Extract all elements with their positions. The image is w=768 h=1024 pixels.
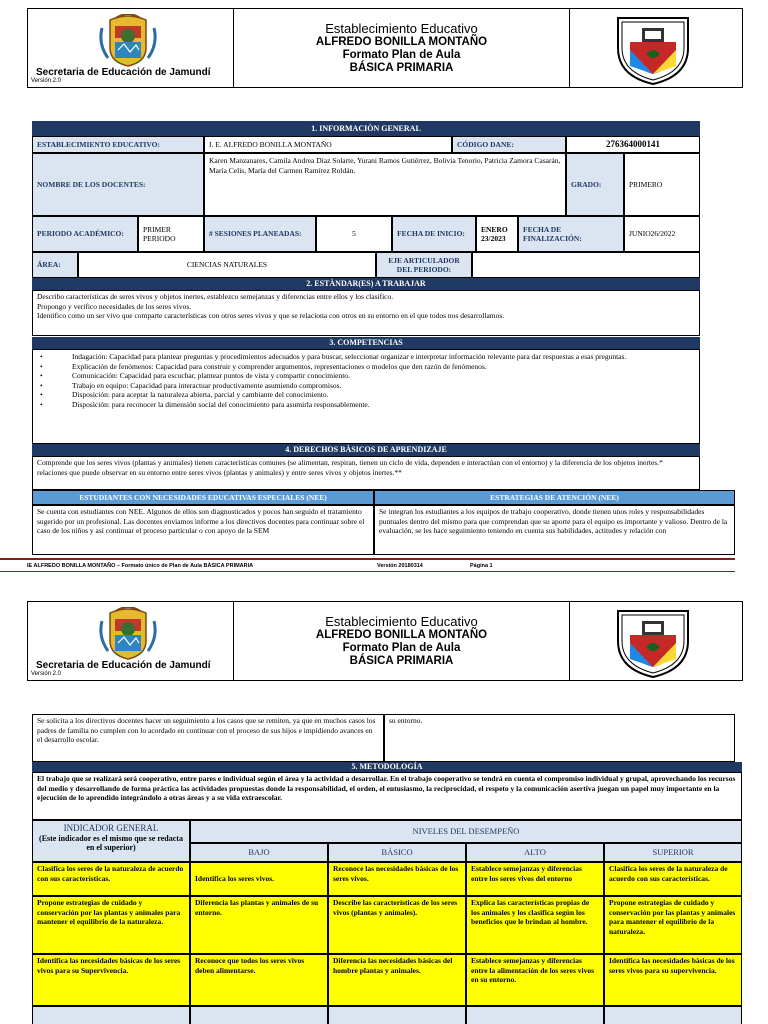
level-basico: BÁSICO	[328, 843, 466, 862]
desempeno-cell: Identifica las necesidades básicas de los seres vivos para su supervivencia.	[604, 954, 742, 1006]
footer-left: IE ALFREDO BONILLA MONTAÑO – Formato único de Plan de Aula BÀSICA PRIMARIA	[27, 563, 254, 569]
indicador-note: (Este indicador es el mismo que se redacta en el superior)	[39, 833, 183, 852]
competencias-box	[32, 349, 700, 444]
fin-label: FECHA DE FINALIZACIÓN:	[518, 216, 624, 252]
nee-right-continuation: su entorno.	[384, 714, 735, 762]
school-shield-icon	[612, 14, 694, 86]
grado-label: GRADO:	[566, 153, 624, 216]
section-dba-title: 4. DERECHOS BÀSICOS DE APRENDIZAJE	[32, 444, 700, 456]
header-title: Establecimiento Educativo	[325, 21, 478, 36]
docentes-label: NOMBRE DE LOS DOCENTES:	[32, 153, 204, 216]
estandar-line-1: Describo características de seres vivos y objetos inertes, establezco semejanzas y diferencias entre ellos y los clasifico.	[37, 292, 394, 301]
header-school: ALFREDO BONILLA MONTAÑO	[315, 36, 488, 48]
nee-right-title: ESTRATEGIAS DE ATENCIÓN (NEE)	[374, 490, 735, 505]
municipal-coat-of-arms-icon	[98, 14, 158, 68]
area-label: ÁREA:	[32, 252, 78, 278]
header-right-cell	[570, 602, 742, 680]
desempeno-cell: Clasifica los seres de la naturaleza de acuerdo con sus características.	[32, 862, 190, 896]
estandar-line-2: Propongo y verifico necesidades de los seres vivos.	[37, 301, 192, 311]
header-school: ALFREDO BONILLA MONTAÑO	[315, 629, 488, 641]
footer-version: Versión 20180314	[377, 563, 423, 569]
inicio-label: FECHA DE INICIO:	[392, 216, 476, 252]
fin-value: JUNIO26/2022	[624, 216, 700, 252]
sesiones-label: # SESIONES PLANEADAS:	[204, 216, 316, 252]
metodologia-text: El trabajo que se realizará será cooperativo, entre pares e individual según el área y la actividad a desarrollar. En el trabajo cooperativo se tendrá en cuenta el compromiso individual y grupal, aprovechando los recursos del medio y desarrollando de forma práctica las actividades propuestas donde la responsabilidad, el orden, el entusiasmo, la reciprocidad, el respeto y la comunicación asertiva juegan un papel muy importante en la ejecución de lo aprendido integrándolo a otras áreas y a su vida extraescolar.	[32, 772, 742, 820]
desempeno-cell: Describe las características de los seres vivos (plantas y animales).	[328, 896, 466, 954]
desempeno-cell	[190, 1006, 328, 1024]
school-shield-icon	[612, 607, 694, 679]
section-estandar-title: 2. ESTÀNDAR(ES) A TRABAJAR	[32, 278, 700, 290]
level-bajo: BAJO	[190, 843, 328, 862]
competencia-item: • Comunicación: Capacidad para escuchar, plantear puntos de vista y compartir conocimiento.	[37, 371, 695, 381]
header-left-cell	[28, 9, 234, 87]
niveles-header: NIVELES DEL DESEMPEÑO	[190, 820, 742, 843]
page2-header	[27, 601, 743, 681]
estandar-box	[32, 290, 700, 336]
periodo-value: PRIMER PERIODO	[138, 216, 204, 252]
header-title-cell	[234, 602, 570, 680]
header-title-cell	[234, 9, 570, 87]
desempeno-cell: Identifica los seres vivos.	[190, 862, 328, 896]
header-right-cell	[570, 9, 742, 87]
estandar-line-3: Identifico como un ser vivo que comparte características con otros seres vivos y que se relaciona con otros en su entorno en el que todos nos desarrollamos.	[37, 311, 505, 320]
dba-text: Comprende que los seres vivos (plantas y animales) tienen características comunes (se alimentan, respiran, tienen un ciclo de vida, dependen e interactúan con el entorno) y la diferencia de los objetos inertes.*	[37, 458, 663, 467]
indicador-header	[32, 820, 190, 862]
department-name: Secretaria de Educación de Jamundí	[36, 67, 211, 78]
inicio-value: ENERO 23/2023	[476, 216, 518, 252]
nee-left-text: Se cuenta con estudiantes con NEE. Algunos de ellos son diagnosticados y pocos han seguido el tratamiento sugerido por un profesional. Las docentes enviamos informe a los directivos docentes para continuar sobre el caso de los niños y así continuar el proceso particular o con apoyo de la SEM	[32, 505, 374, 555]
footer-rule	[0, 571, 735, 572]
desempeno-cell	[328, 1006, 466, 1024]
desempeno-cell: Establece semejanzas y diferencias entre la alimentación de los seres vivos en su entorno.	[466, 954, 604, 1006]
docentes-value: Karen Manzanares, Camila Andrea Díaz Solarte, Yurani Ramos Gutiérrez, Bolivia Tenorio, Patricia Zamora Casarán, María Celis, María del Carmen Ramírez Roldán.	[204, 153, 566, 216]
desempeno-cell: Establece semejanzas y diferencias entre los seres vivos del entorno	[466, 862, 604, 896]
dba-box	[32, 456, 700, 490]
footer-rule	[0, 558, 735, 560]
desempeno-cell	[466, 1006, 604, 1024]
header-format: Formato Plan de Aula	[342, 642, 461, 654]
desempeno-cell: Reconoce las necesidades básicas de los seres vivos.	[328, 862, 466, 896]
desempeno-cell	[604, 1006, 742, 1024]
sesiones-value: 5	[316, 216, 392, 252]
desempeno-cell: Diferencia las necesidades básicas del hombre plantas y animales.	[328, 954, 466, 1006]
desempeno-cell	[32, 1006, 190, 1024]
indicador-title: INDICADOR GENERAL	[63, 823, 159, 833]
header-level: BÁSICA PRIMARIA	[349, 62, 454, 74]
eje-value	[472, 252, 700, 278]
desempeno-cell: Clasifica los seres de la naturaleza de acuerdo con sus características.	[604, 862, 742, 896]
nee-left-continuation: Se solicita a los directivos docentes hacer un seguimiento a los casos que se remiten, ya que en muchos casos los padres de familia no cumplen con lo acordado en continuar con el proceso de sus hijos e impidiendo avances en el desarrollo escolar.	[32, 714, 384, 762]
header-version: Versión 2.0	[31, 78, 62, 84]
desempeno-cell: Propone estrategias de cuidado y conservación por las plantas y animales para mantener el equilibrio de la naturaleza.	[32, 896, 190, 954]
competencia-item: • Trabajo en equipo: Capacidad para interactuar productivamente asumiendo compromisos.	[37, 381, 695, 391]
header-title: Establecimiento Educativo	[325, 614, 478, 629]
desempeno-cell: Identifica las necesidades básicas de los seres vivos para su Supervivencia.	[32, 954, 190, 1006]
periodo-label: PERIODO ACADÉMICO:	[32, 216, 138, 252]
header-left-cell	[28, 602, 234, 680]
est-label: ESTABLECIMIENTO EDUCATIVO:	[32, 136, 204, 153]
grado-value: PRIMERO	[624, 153, 700, 216]
desempeno-cell: Propone estrategias de cuidado y conservación por las plantas y animales para mantener el equilibrio de la naturaleza.	[604, 896, 742, 954]
page1-header	[27, 8, 743, 88]
area-value: CIENCIAS NATURALES	[78, 252, 376, 278]
nee-left-title: ESTUDIANTES CON NECESIDADES EDUCATIVAS ESPECIALES (NEE)	[32, 490, 374, 505]
header-version: Versión 2.0	[31, 671, 62, 677]
header-format: Formato Plan de Aula	[342, 49, 461, 61]
section-metodologia-title: 5. METODOLOGÍA	[32, 762, 742, 772]
dane-value: 276364000141	[566, 136, 700, 153]
section-info-title: 1. INFORMACIÒN GENERAL	[32, 121, 700, 136]
est-value: I. E. ALFREDO BONILLA MONTAÑO	[204, 136, 452, 153]
section-competencias-title: 3. COMPETENCIAS	[32, 337, 700, 349]
level-alto: ALTO	[466, 843, 604, 862]
desempeno-cell: Diferencia las plantas y animales de su entorno.	[190, 896, 328, 954]
level-superior: SUPERIOR	[604, 843, 742, 862]
municipal-coat-of-arms-icon	[98, 607, 158, 661]
eje-label: EJE ARTICULADOR DEL PERIODO:	[376, 252, 472, 278]
competencias-list	[37, 352, 695, 409]
competencia-item: • Explicación de fenómenos: Capacidad para construir y comprender argumentos, representaciones o modelos que den razón de fenómenos.	[37, 362, 695, 372]
competencia-item: • Indagación: Capacidad para plantear preguntas y procedimientos adecuados y para buscar, seleccionar organizar e interpretar información relevante para dar respuestas a esas preguntas.	[37, 352, 695, 362]
nee-right-text: Se integran los estudiantes a los equipos de trabajo cooperativo, donde tienen unos roles y responsabilidades puntuales dentro del mismo para que comprendan que su aporte para el equipo es importante y valioso. Dentro de la evaluación, se les hace seguimiento teniendo en cuenta sus habilidades, actitudes y relación con	[374, 505, 735, 555]
competencia-item: • Disposición: para aceptar la naturaleza abierta, parcial y cambiante del conocimiento.	[37, 390, 695, 400]
dba-text-2: relaciones que puede observar en su entorno entre seres vivos (plantas y animales) y entre seres vivos y objetos inertes.**	[37, 467, 402, 477]
competencia-item: • Disposición: para reconocer la dimensión social del conocimiento para asumirla responsablemente.	[37, 400, 695, 410]
desempeno-cell: Reconoce que todos los seres vivos deben alimentarse.	[190, 954, 328, 1006]
header-level: BÁSICA PRIMARIA	[349, 655, 454, 667]
dane-label: CÓDIGO DANE:	[452, 136, 566, 153]
desempeno-cell: Explica las características propias de los animales y los clasifica según los beneficios que le brindan al hombre.	[466, 896, 604, 954]
footer-page: Página 1	[470, 563, 493, 569]
department-name: Secretaria de Educación de Jamundí	[36, 660, 211, 671]
